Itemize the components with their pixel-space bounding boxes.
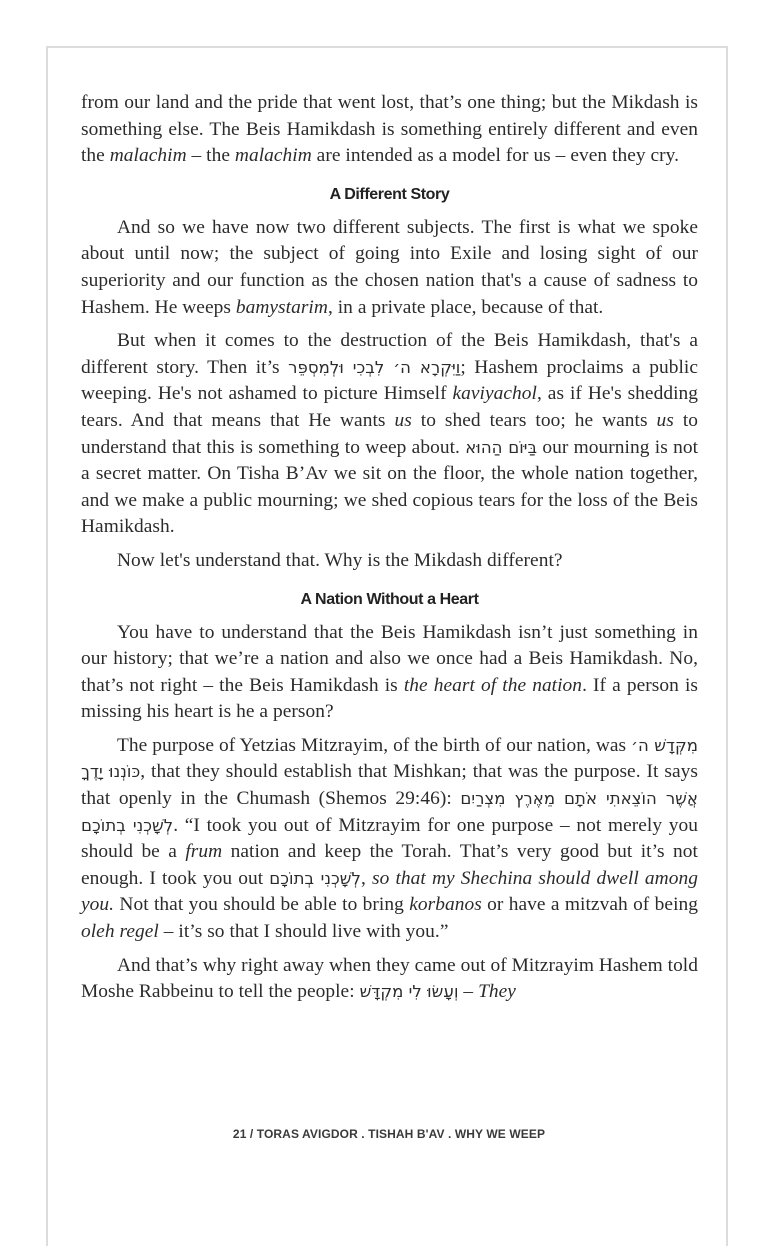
page-footer: 21 / TORAS AVIGDOR . TISHAH B'AV . WHY WE WEEP — [232, 1127, 546, 1141]
italic-term: us — [394, 409, 412, 431]
paragraph-continued: from our land and the pride that went lost, that’s one thing; but the Mikdash is something else. The Beis Hamikdash is something entirely different and even the malachim – the malachim are intended as a model for us – even they cry. — [81, 92, 698, 167]
italic-term: korbanos — [409, 894, 482, 916]
italic-term: oleh regel — [81, 921, 159, 943]
italic-term: frum — [185, 841, 223, 863]
italic-term: bamystarim — [235, 296, 328, 318]
paragraph-question: Now let's understand that. Why is the Mikdash different? — [117, 549, 563, 571]
paragraph-yetzias-mitzrayim: The purpose of Yetzias Mitzrayim, of the birth of our nation, was מִקְּדָשׁ ה׳ כּוֹנְנוּ יָדֶךָ, that they should establish that Mishkan; that was the purpose. It says that openly in the Chumash (Shemos 29:46): אֲשֶׁר הוֹצֵאתִי אֹתָם מֵאֶרֶץ מִצְרַיִם לְשָׁכְנִי בְתוֹכָם. “I took you out of Mitzrayim for one purpose – not merely you should be a frum nation and keep the Torah. That’s very good but it’s not enough. I took you out לְשָׁכְנִי בְתוֹכָם, so that my Shechina should dwell among you. Not that you should be able to bring korbanos or have a mitzvah of being oleh regel – it’s so that I should live with you.” — [81, 734, 699, 943]
book-page — [46, 46, 728, 1246]
italic-term: us — [656, 409, 674, 431]
italic-term: kaviyachol — [452, 383, 537, 405]
page-body — [81, 90, 698, 1006]
italic-term: They — [478, 981, 516, 1003]
hebrew-quote: לְשָׁכְנִי בְתוֹכָם — [269, 868, 361, 888]
hebrew-quote: וְעָשׂוּ לִי מִקְדָּשׁ — [359, 982, 459, 1002]
hebrew-quote: מִקְּדָשׁ ה׳ כּוֹנְנוּ יָדֶךָ — [81, 735, 699, 782]
italic-term: the heart of the nation — [403, 674, 583, 696]
paragraph-mikdash-command: And that’s why right away when they came out of Mitzrayim Hashem told Moshe Rabbeinu to tell the people: וְעָשׂוּ לִי מִקְדָּשׁ – They — [81, 954, 698, 1003]
italic-term: so that my Shechina should dwell among you. — [81, 867, 698, 916]
hebrew-quote: וַיִּקְרָא ה׳ לִבְכִי וּלְמִסְפֵּר — [288, 357, 461, 377]
paragraph-heart-of-nation: You have to understand that the Beis Hamikdash isn’t just something in our history; that we’re a nation and also we once had a Beis Hamikdash. No, that’s not right – the Beis Hamikdash is the heart of the nation. If a person is missing his heart is he a person? — [81, 621, 698, 723]
italic-term: malachim — [234, 145, 312, 167]
paragraph-destruction: But when it comes to the destruction of the Beis Hamikdash, that's a different story. Then it’s וַיִּקְרָא ה׳ לִבְכִי וּלְמִסְפֵּר; Hashem proclaims a public weeping. He's not ashamed to picture Himself kaviyachol, as if He's shedding tears. And that means that He wants us to shed tears too; he wants us to understand that this is something to weep about. בַּיּוֹם הַהוּא our mourning is not a secret matter. On Tisha B’Av we sit on the floor, the whole nation together, and we make a public mourning; we shed copious tears for the loss of the Beis Hamikdash. — [81, 330, 699, 538]
italic-term: malachim — [109, 145, 187, 167]
section-heading-nation-without-heart: A Nation Without a Heart — [300, 590, 479, 608]
section-heading-different-story: A Different Story — [329, 185, 450, 203]
hebrew-quote: בַּיּוֹם הַהוּא — [465, 437, 538, 457]
hebrew-quote: אֲשֶׁר הוֹצֵאתִי אֹתָם מֵאֶרֶץ מִצְרַיִם לְשָׁכְנִי בְתוֹכָם — [81, 789, 698, 835]
paragraph-two-subjects: And so we have now two different subjects. The first is what we spoke about until now; the subject of going into Exile and losing sight of our superiority and our function as the chosen nation that's a cause of sadness to Hashem. He weeps bamystarim, in a private place, because of that. — [81, 216, 698, 318]
